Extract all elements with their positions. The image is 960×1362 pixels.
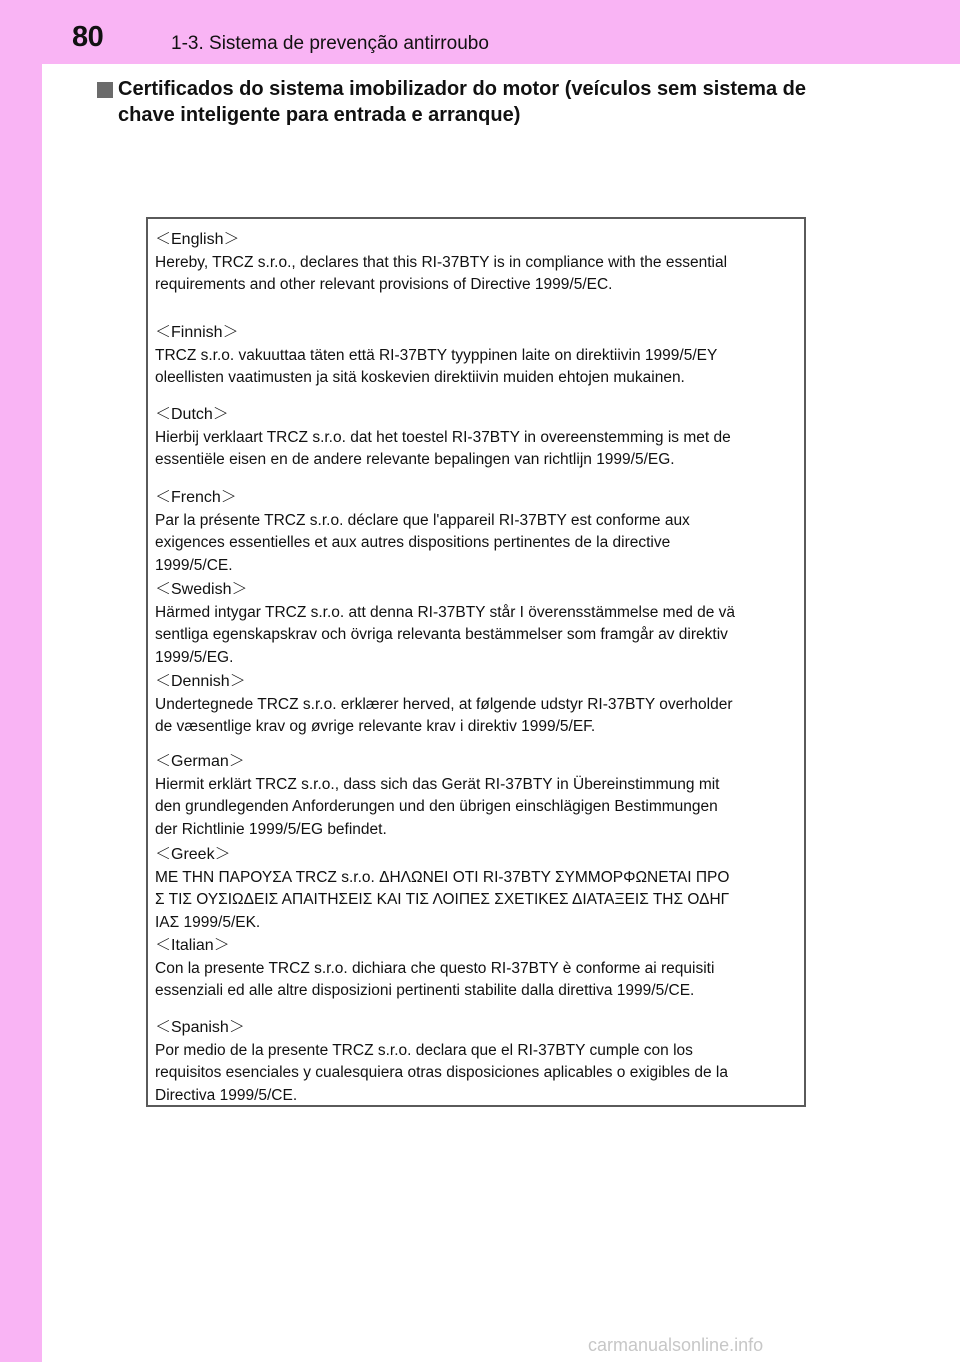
certificate-line: requirements and other relevant provisions of Directive 1999/5/EC. (155, 276, 613, 293)
certificate-line: Por medio de la presente TRCZ s.r.o. declara que el RI-37BTY cumple con los (155, 1041, 693, 1059)
certificate-line: exigences essentielles et aux autres dispositions pertinentes de la directive (155, 534, 671, 551)
certificate-line: ΜΕ ΤΗΝ ΠΑΡΟΥΣΑ TRCZ s.r.o. ΔΗΛΩΝΕΙ ΟΤΙ RI-37BTY ΣΥΜΜΟΡΦΩΝΕΤΑΙ ΠΡΟ (155, 868, 730, 886)
language-label: ＜German＞ (155, 753, 245, 770)
certificate-line: Con la presente TRCZ s.r.o. dichiara che questo RI-37BTY è conforme ai requisiti (155, 959, 715, 977)
certificate-line: Σ ΤΙΣ ΟΥΣΙΩΔΕΙΣ ΑΠΑΙΤΗΣΕΙΣ ΚΑΙ ΤΙΣ ΛΟΙΠΕΣ ΣΧΕΤΙΚΕΣ ΔΙΑΤΑΞΕΙΣ ΤΗΣ ΟΔΗΓ (155, 891, 730, 908)
certificate-line: Undertegnede TRCZ s.r.o. erklærer herved, at følgende udstyr RI-37BTY overholder (155, 695, 733, 713)
chapter-title: 1-3. Sistema de prevenção antirroubo (171, 33, 489, 54)
language-label: ＜Spanish＞ (155, 1019, 245, 1036)
section-heading-line-2: chave inteligente para entrada e arranque) (118, 104, 521, 126)
certificate-line: Par la présente TRCZ s.r.o. déclare que l'appareil RI-37BTY est conforme aux (155, 511, 690, 529)
language-label: ＜English＞ (155, 231, 240, 248)
certificate-line: den grundlegenden Anforderungen und den übrigen einschlägigen Bestimmungen (155, 798, 718, 815)
certificate-greek (155, 844, 805, 934)
language-label: ＜Italian＞ (155, 937, 230, 954)
certificate-german (155, 751, 805, 841)
certificate-line: der Richtlinie 1999/5/EG befindet. (155, 820, 387, 838)
language-label: ＜Swedish＞ (155, 581, 248, 598)
certificate-line: de væsentlige krav og øvrige relevante krav i direktiv 1999/5/EF. (155, 718, 596, 735)
page-number: 80 (72, 21, 104, 53)
section-heading (118, 76, 898, 128)
certificate-line: requisitos esenciales y cualesquiera otras disposiciones aplicables o exigibles de la (155, 1064, 728, 1081)
certificate-line: Härmed intygar TRCZ s.r.o. att denna RI-37BTY står I överensstämmelse med de vä (155, 603, 736, 621)
certificate-line: TRCZ s.r.o. vakuuttaa täten että RI-37BTY tyyppinen laite on direktiivin 1999/5/EY (155, 346, 718, 364)
language-label: ＜Dutch＞ (155, 406, 229, 423)
certificate-line: Hierbij verklaart TRCZ s.r.o. dat het toestel RI-37BTY in overeenstemming is met de (155, 428, 731, 446)
certificate-english (155, 229, 805, 297)
certificate-italian (155, 935, 805, 1003)
certificate-line: essenziali ed alle altre disposizioni pertinenti stabilite dalla direttiva 1999/5/CE. (155, 982, 695, 999)
certificate-line: ΙΑΣ 1999/5/ΕΚ. (155, 913, 261, 931)
certificate-line: Hiermit erklärt TRCZ s.r.o., dass sich das Gerät RI-37BTY in Übereinstimmung mit (155, 775, 720, 793)
certificate-line: essentiële eisen en de andere relevante bepalingen van richtlijn 1999/5/EG. (155, 451, 675, 468)
language-label: ＜Dennish＞ (155, 673, 246, 690)
square-bullet-icon (97, 82, 113, 98)
watermark: carmanualsonline.info (588, 1335, 764, 1355)
side-band (0, 0, 42, 1362)
certificate-line: sentliga egenskapskrav och övriga relevanta bestämmelser som framgår av direktiv (155, 626, 728, 643)
section-heading-line-1: Certificados do sistema imobilizador do motor (veículos sem sistema de (118, 78, 806, 100)
certificate-french (155, 487, 805, 577)
certificate-line: Hereby, TRCZ s.r.o., declares that this RI-37BTY is in compliance with the essential (155, 253, 728, 271)
certificate-swedish (155, 579, 805, 669)
certificate-line: Directiva 1999/5/CE. (155, 1086, 298, 1104)
certificate-dennish (155, 671, 805, 739)
language-label: ＜French＞ (155, 489, 237, 506)
certificate-box (146, 217, 806, 1107)
certificate-line: 1999/5/EG. (155, 648, 234, 666)
language-label: ＜Greek＞ (155, 846, 231, 863)
certificate-spanish (155, 1017, 805, 1107)
certificate-line: 1999/5/CE. (155, 556, 233, 574)
language-label: ＜Finnish＞ (155, 324, 239, 341)
certificate-line: oleellisten vaatimusten ja sitä koskevien direktiivin muiden ehtojen mukainen. (155, 369, 685, 386)
certificate-dutch (155, 404, 805, 472)
certificate-finnish (155, 322, 805, 390)
